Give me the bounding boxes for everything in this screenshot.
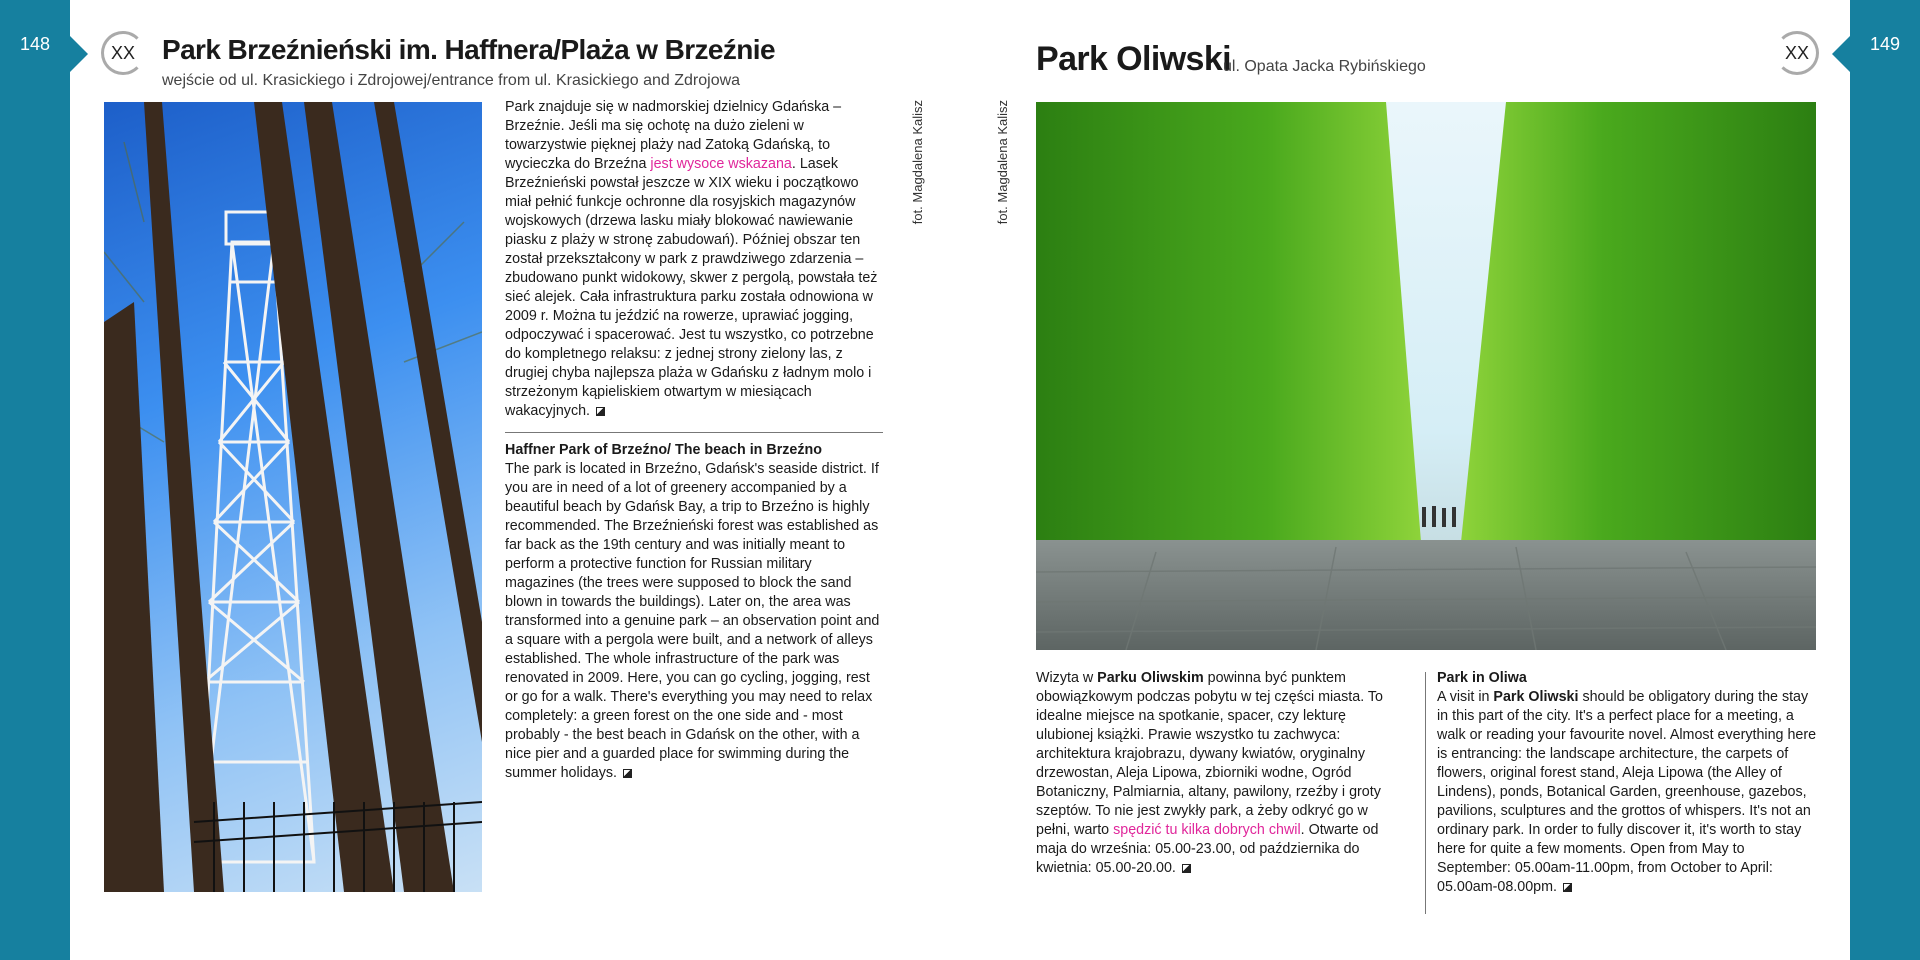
left-page-subtitle: wejście od ul. Krasickiego i Zdrojowej/entrance from ul. Krasickiego and Zdrojowa: [162, 72, 741, 89]
right-english-text: [1437, 669, 1819, 897]
right-edge-band: [1850, 0, 1920, 960]
pl-text-c-right: . Otwarte od maja do września: 05.00-23.00, od października do kwietnia: 05.00-20.00.: [1036, 822, 1379, 876]
right-polish-text: [1036, 669, 1396, 878]
linden-alley-photo: [1036, 102, 1816, 650]
en-heading-left: Haffner Park of Brzeźno/ The beach in Brzeźno: [505, 442, 822, 458]
photo-credit-right: fot. Magdalena Kalisz: [995, 100, 1010, 225]
tab-arrow-left-icon: [70, 36, 88, 72]
alley-illustration: [1036, 102, 1816, 650]
page-number-left: 148: [20, 34, 51, 54]
tab-arrow-right-icon: [1832, 36, 1850, 72]
end-of-article-icon: [623, 769, 632, 778]
pl-highlight-link[interactable]: jest wysoce wskazana: [650, 156, 792, 172]
observation-tower-photo: [104, 102, 482, 892]
badge-right: XX: [1775, 31, 1819, 75]
pl-text-a-right: Wizyta w: [1036, 670, 1098, 686]
page-number-right: 149: [1869, 34, 1900, 54]
pl-text-b: . Lasek Brzeźnieński powstał jeszcze w XIX wieku i początkowo miał pełnić funkcje ochronne dla rosyjskich magazynów wojskowych (drzewa lasku miały blokować nawiewanie piasku z plaży w stronę zabudowań). Później obszar ten został przekształcony w park z prawdziwego zdarzenia – zbudowano punkt widokowy, skwer z pergolą, powstała też sieć alejek. Cała infrastruktura parku została odnowiona w 2009 r. Można tu jeździć na rowerze, uprawiać jogging, odpoczywać i spacerować. Jest tu wszystko, co potrzebne do kompletnego relaksu: z jednej strony zielony las, z drugiej chyba najlepsza plaża w Gdańsku z ładnym molo i strzeżonym kąpieliskiem otwartym w miesiącach wakacyjnych.: [505, 156, 878, 419]
end-of-article-icon: [1182, 864, 1191, 873]
left-edge-band: [0, 0, 70, 960]
end-of-article-icon: [1563, 883, 1572, 892]
en-heading-right: Park in Oliwa: [1437, 670, 1527, 686]
badge-left: XX: [101, 31, 145, 75]
en-text-a-right: A visit in: [1437, 689, 1494, 705]
right-page-subtitle: ul. Opata Jacka Rybińskiego: [1223, 58, 1426, 75]
left-english-text: [505, 441, 883, 783]
pl-text-b-right: powinna być punktem obowiązkowym podczas pobytu w tej części miasta. To idealne miejsce na spotkanie, spacer, czy lekturę ulubionej książki. Prawie wszystko tu zachwyca: architektura krajobrazu, dywany kwiatów, oryginalny drzewostan, Aleja Lipowa, zbiorniki wodne, Ogród Botaniczny, Palmiarnia, altany, pawilony, rzeźby i groty szeptów. To nie jest zwykły park, a żeby odkryć go w pełni, warto: [1036, 670, 1383, 838]
left-polish-text: [505, 98, 883, 421]
pl-text-a: Park znajduje się w nadmorskiej dzielnicy Gdańska – Brzeźnie. Jeśli ma się ochotę na dużo zieleni w towarzystwie pięknej plaży nad Zatoką Gdańską, to wycieczka do Brzeźna: [505, 99, 842, 172]
section-divider: [505, 432, 883, 433]
pl-bold-right: Parku Oliwskim: [1097, 670, 1204, 686]
tower-illustration: [104, 102, 482, 892]
en-bold-right: Park Oliwski: [1493, 689, 1579, 705]
left-page-title: Park Brzeźnieński im. Haffnera/Plaża w Brzeźnie: [162, 34, 775, 65]
end-of-article-icon: [596, 407, 605, 416]
photo-credit-left: fot. Magdalena Kalisz: [910, 100, 925, 225]
pl-highlight-link-right[interactable]: spędzić tu kilka dobrych chwil: [1113, 822, 1301, 838]
en-text-b-right: should be obligatory during the stay in this part of the city. It's a perfect place for a meeting, a walk or reading your favourite novel. Almost everything here is entrancing: the landscape architecture, the carpets of flowers, original forest stand, Aleja Lipowa (the Alley of Lindens), ponds, Botanical Garden, greenhouse, gazebos, pavilions, sculptures and the grottos of whispers. It's not an ordinary park. In order to fully discover it, it's worth to stay here for quite a few moments. Open from May to September: 05.00am-11.00pm, from October to April: 05.00am-08.00pm.: [1437, 689, 1817, 895]
right-page-title: Park Oliwski: [1036, 40, 1232, 78]
en-text-left: The park is located in Brzeźno, Gdańsk's seaside district. If you are in need of a lot of greenery accompanied by a beautiful beach by Gdańsk Bay, a trip to Brzeźno is highly recommended. The Brzeźnieński forest was established as far back as the 19th century and was initially meant to perform a protective function for Russian military magazines (the trees were supposed to block the sand blown in towards the buildings). Later on, the area was transformed into a genuine park – an observation point and a square with a pergola were built, and a network of alleys established. The whole infrastructure of the park was renovated in 2009. Here, you can go cycling, jogging, rest or go for a walk. There's everything you may need to relax completely: a green forest on the one side and - most probably - the best beach in Gdańsk on the other, with a nice pier and a guarded place for swimming during the summer holidays.: [505, 461, 880, 781]
column-divider: [1425, 672, 1426, 914]
